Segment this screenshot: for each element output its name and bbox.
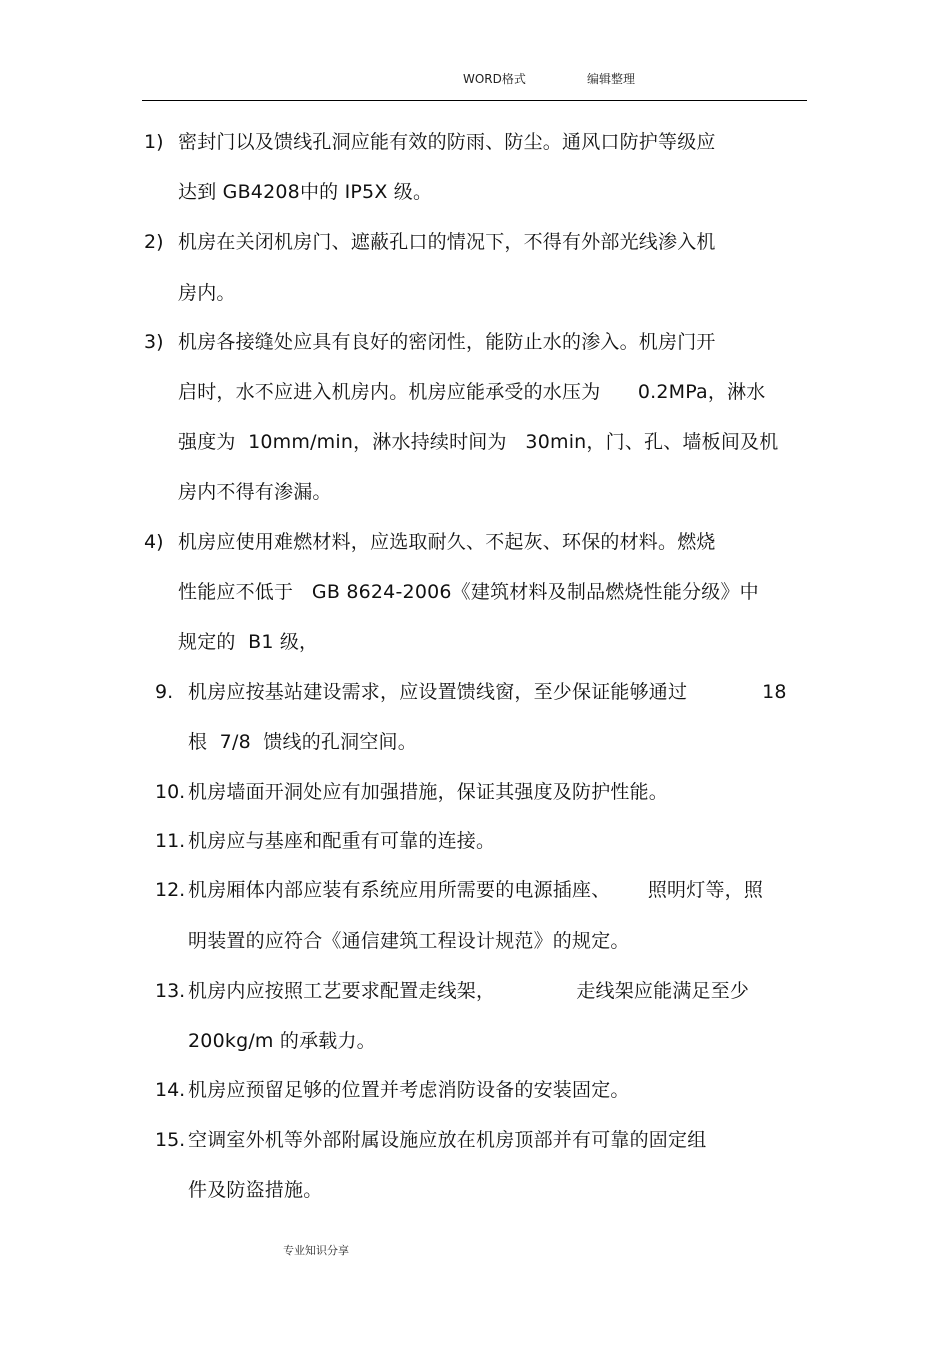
item-11-number: 11. [155,830,186,852]
item-11-line-1: 机房应与基座和配重有可靠的连接。 [188,830,496,852]
item-2-line-2: 房内。 [178,282,236,304]
item-12-line-2: 明装置的应符合《通信建筑工程设计规范》的规定。 [188,930,630,952]
item-2-number: 2) [144,231,164,253]
item-12-line-1: 机房厢体内部应装有系统应用所需要的电源插座、 照明灯等，照 [188,879,764,901]
item-9-line-2: 根 7/8 馈线的孔洞空间。 [188,731,417,753]
item-15-line-2: 件及防盗措施。 [188,1179,323,1201]
item-3-line-2: 启时，水不应进入机房内。机房应能承受的水压为 0.2MPa，淋水 [178,381,766,403]
item-14-line-1: 机房应预留足够的位置并考虑消防设备的安装固定。 [188,1079,630,1101]
item-1-number: 1) [144,131,164,153]
item-2-line-1: 机房在关闭机房门、遮蔽孔口的情况下，不得有外部光线渗入机 [178,231,716,253]
item-13-number: 13. [155,980,186,1002]
item-4-line-3: 规定的 B1 级， [178,631,319,653]
footer-label: 专业知识分享 [283,1244,349,1257]
item-4-number: 4) [144,531,164,553]
item-13-line-1: 机房内应按照工艺要求配置走线架， 走线架应能满足至少 [188,980,750,1002]
item-9-line-1: 机房应按基站建设需求，应设置馈线窗，至少保证能够通过 18 [188,681,787,703]
item-3-line-3: 强度为 10mm/min，淋水持续时间为 30min，门、孔、墙板间及机 [178,431,779,453]
item-15-line-1: 空调室外机等外部附属设施应放在机房顶部并有可靠的固定组 [188,1129,707,1151]
item-4-line-2: 性能应不低于 GB 8624-2006《建筑材料及制品燃烧性能分级》中 [178,581,759,603]
item-12-number: 12. [155,879,186,901]
item-10-line-1: 机房墙面开洞处应有加强措施，保证其强度及防护性能。 [188,781,669,803]
item-1-line-2: 达到 GB4208中的 IP5X 级。 [178,181,433,203]
item-10-number: 10. [155,781,186,803]
header-left-label: WORD格式 [463,72,526,86]
item-3-number: 3) [144,331,164,353]
item-3-line-1: 机房各接缝处应具有良好的密闭性，能防止水的渗入。机房门开 [178,331,716,353]
item-1-line-1: 密封门以及馈线孔洞应能有效的防雨、防尘。通风口防护等级应 [178,131,716,153]
item-9-number: 9. [155,681,174,703]
item-15-number: 15. [155,1129,186,1151]
item-4-line-1: 机房应使用难燃材料，应选取耐久、不起灰、环保的材料。燃烧 [178,531,716,553]
header-right-label: 编辑整理 [587,72,636,86]
item-14-number: 14. [155,1079,186,1101]
item-3-line-4: 房内不得有渗漏。 [178,481,332,503]
header-divider [142,100,807,101]
item-13-line-2: 200kg/m 的承载力。 [188,1030,376,1052]
